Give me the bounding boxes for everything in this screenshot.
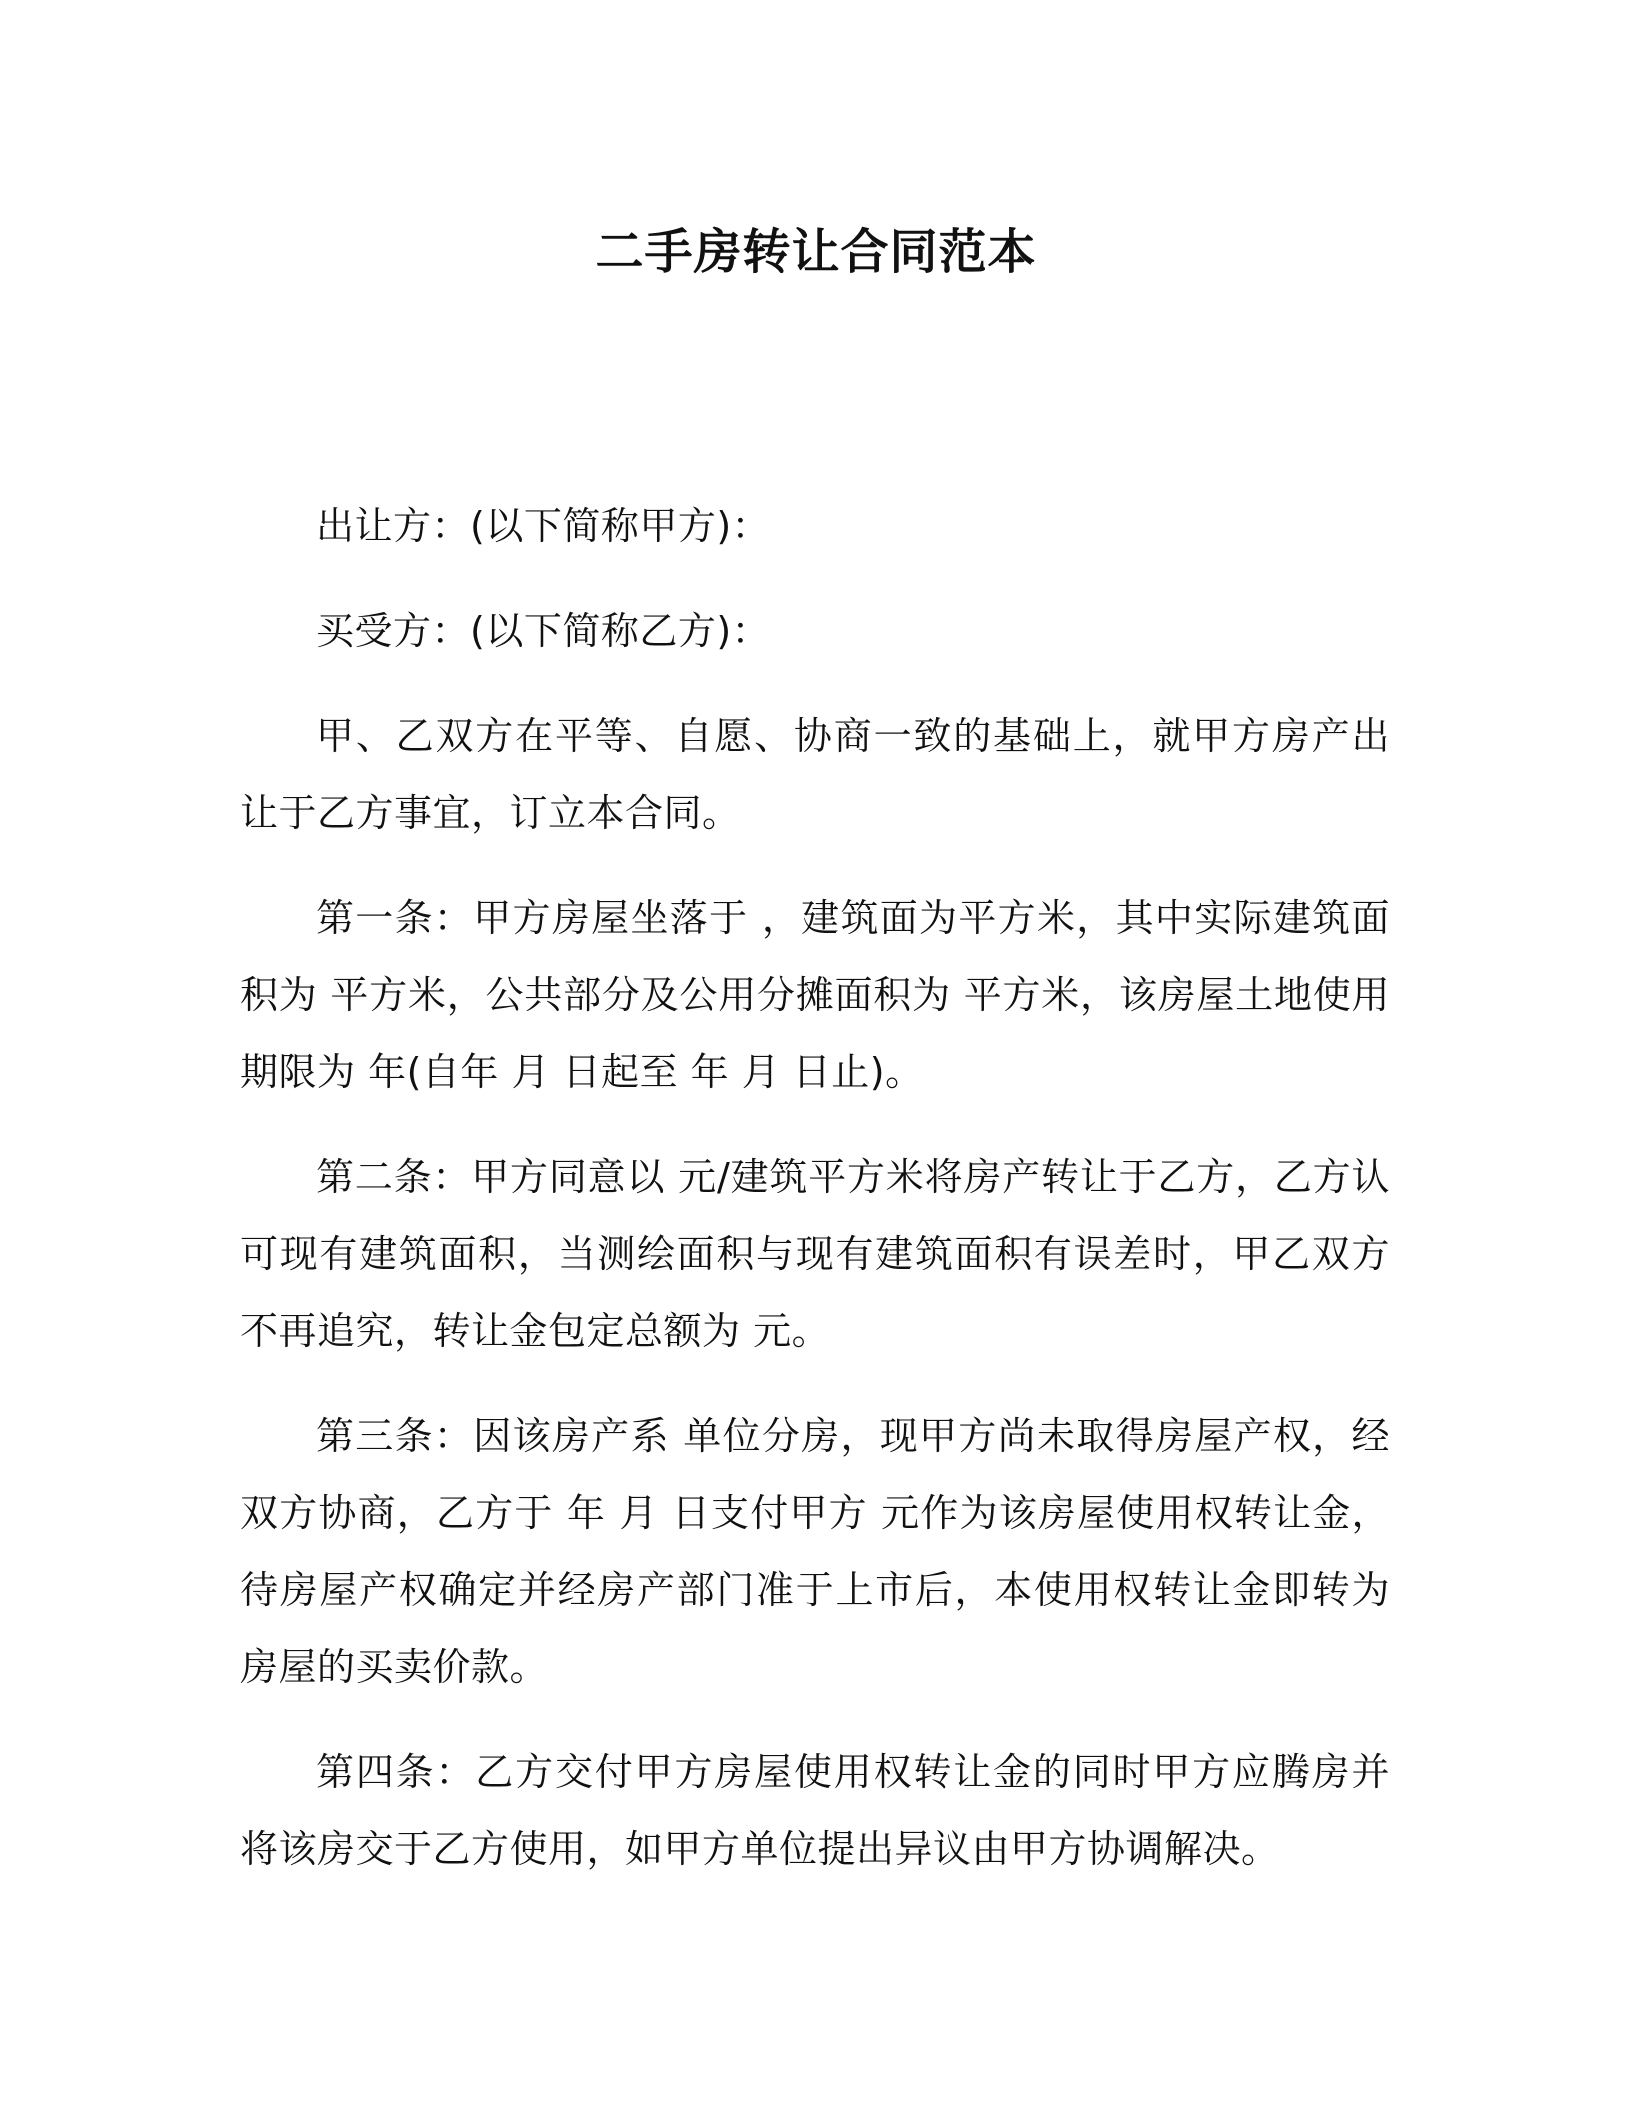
party-b-line: 买受方：(以下简称乙方)：: [316, 609, 771, 653]
party-a-line: 出让方：(以下简称甲方)：: [316, 504, 771, 548]
article-4-paragraph: 第四条：乙方交付甲方房屋使用权转让金的同时甲方应腾房并将该房交于乙方使用，如甲方单位提出异议由甲方协调解决。: [240, 1750, 1390, 1871]
article-3-paragraph: 第三条：因该房产系 单位分房，现甲方尚未取得房屋产权，经双方协商，乙方于 年 月 日支付甲方 元作为该房屋使用权转让金，待房屋产权确定并经房产部门准于上市后，本使用权转让金即转为房屋的买卖价款。: [240, 1414, 1390, 1689]
document-body: [240, 488, 1390, 1916]
preamble-paragraph: 甲、乙双方在平等、自愿、协商一致的基础上，就甲方房产出让于乙方事宜，订立本合同。: [240, 714, 1390, 835]
article-1-paragraph: 第一条：甲方房屋坐落于 ，建筑面为平方米，其中实际建筑面积为 平方米，公共部分及公用分摊面积为 平方米，该房屋土地使用期限为 年(自年 月 日起至 年 月 日止)。: [240, 896, 1390, 1094]
document-title: 二手房转让合同范本: [595, 224, 1037, 280]
article-2-paragraph: 第二条：甲方同意以 元/建筑平方米将房产转让于乙方，乙方认可现有建筑面积，当测绘面积与现有建筑面积有误差时，甲乙双方不再追究，转让金包定总额为 元。: [240, 1155, 1390, 1353]
